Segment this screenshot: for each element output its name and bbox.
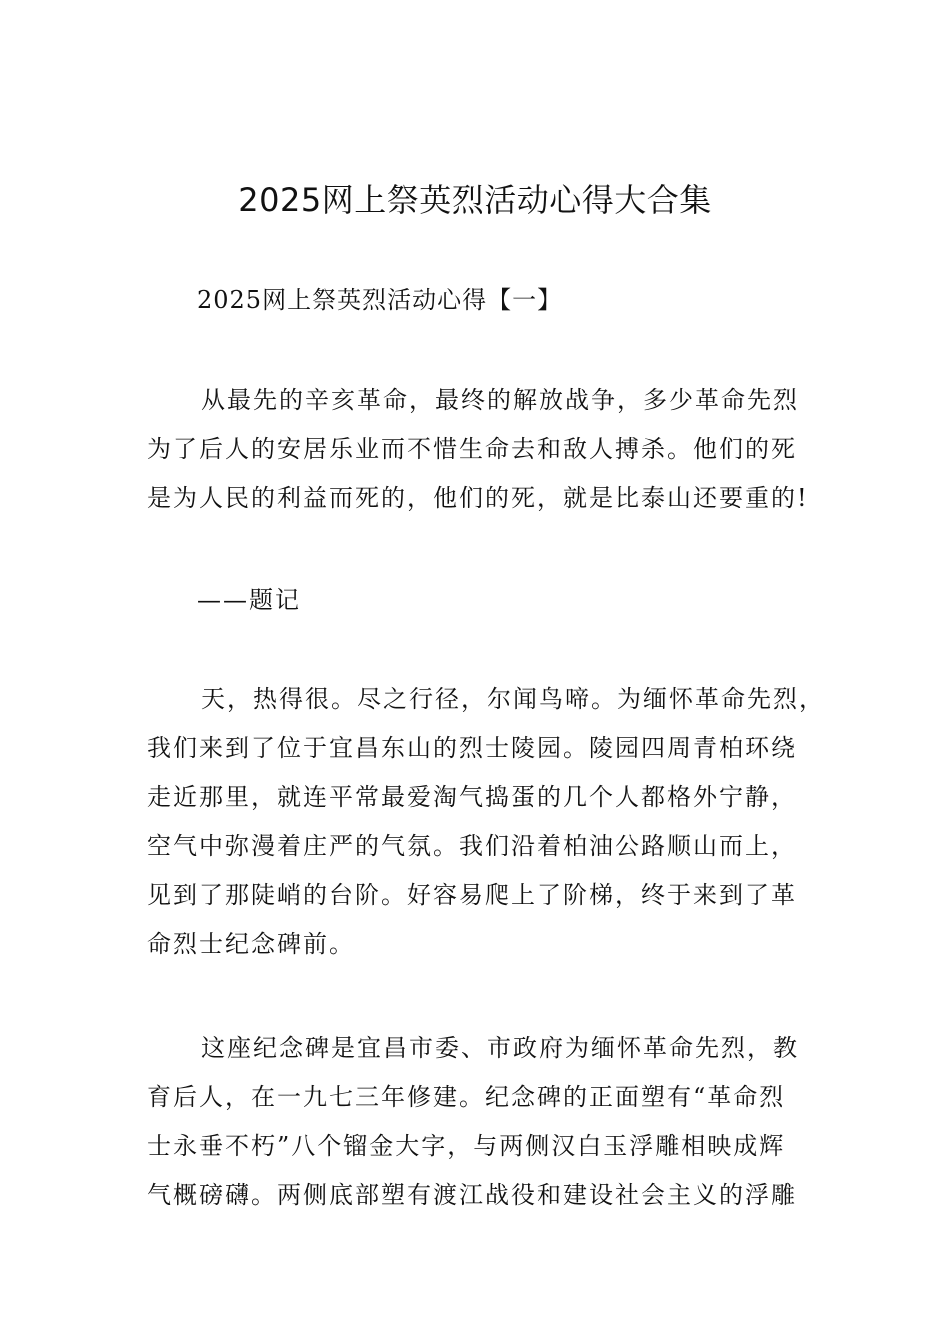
paragraph-line: 育后人，在一九七三年修建。纪念碑的正面塑有“革命烈 (147, 1083, 786, 1111)
paragraph-line: 我们来到了位于宜昌东山的烈士陵园。陵园四周青柏环绕 (147, 734, 797, 762)
paragraph-line: 这座纪念碑是宜昌市委、市政府为缅怀革命先烈，教 (175, 1034, 799, 1062)
paragraph-line: 士永垂不朽”八个镏金大字，与两侧汉白玉浮雕相映成辉 (147, 1132, 786, 1160)
paragraph-line: 空气中弥漫着庄严的气氛。我们沿着柏油公路顺山而上， (147, 832, 797, 860)
document-title: 2025网上祭英烈活动心得大合集 (238, 181, 712, 219)
paragraph-line: 从最先的辛亥革命，最终的解放战争，多少革命先烈 (175, 386, 799, 414)
paragraph-line: 气概磅礴。两侧底部塑有渡江战役和建设社会主义的浮雕 (147, 1181, 797, 1209)
paragraph-line: 走近那里，就连平常最爱淘气捣蛋的几个人都格外宁静， (147, 783, 797, 811)
paragraph-line: 天，热得很。尽之行径，尔闻鸟啼。为缅怀革命先烈， (175, 685, 825, 713)
paragraph-line: 为了后人的安居乐业而不惜生命去和敌人搏杀。他们的死 (147, 435, 797, 463)
paragraph-line: 见到了那陡峭的台阶。好容易爬上了阶梯，终于来到了革 (147, 881, 797, 909)
section-heading: 2025网上祭英烈活动心得【一】 (197, 286, 563, 314)
epigraph: ——题记 (197, 586, 301, 614)
paragraph-line: 是为人民的利益而死的，他们的死，就是比泰山还要重的! (147, 484, 809, 512)
paragraph-line: 命烈士纪念碑前。 (147, 930, 355, 958)
